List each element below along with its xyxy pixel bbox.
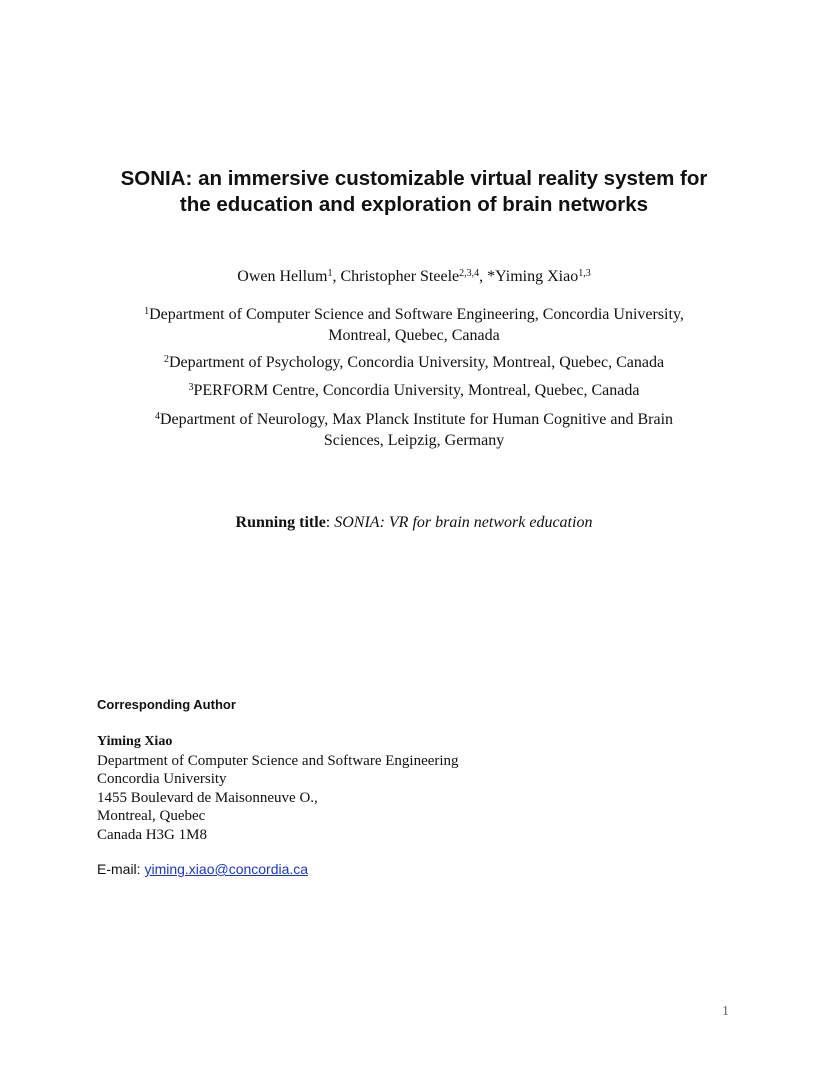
address-line-5: Canada H3G 1M8 [97,826,207,843]
affiliation-1 [80,304,748,346]
affiliation-4-marker: 4 [154,411,160,422]
affiliation-3 [80,380,748,401]
author-2: Christopher Steele [340,268,460,285]
affiliation-2 [80,352,748,373]
title-line-2: the education and exploration of brain networks [179,193,649,216]
email-link[interactable]: yiming.xiao@concordia.ca [144,861,309,877]
email-line [97,861,308,877]
address-line-3: 1455 Boulevard de Maisonneuve O., [97,789,318,806]
author-2-affil: 2,3,4 [459,268,480,279]
paper-title [60,166,768,218]
author-3: *Yiming Xiao [487,268,579,285]
affiliation-3-marker: 3 [188,382,194,393]
title-line-1: SONIA: an immersive customizable virtual reality system for [120,167,708,190]
affiliation-1-marker: 1 [144,306,150,317]
corresponding-author-heading: Corresponding Author [97,697,236,712]
email-label: E-mail: [97,861,141,877]
author-1: Owen Hellum [237,268,328,285]
corresponding-name: Yiming Xiao [97,734,173,749]
affiliation-4-line-2: Sciences, Leipzig, Germany [323,432,505,449]
author-sep: , [332,268,341,285]
running-title: Running title: SONIA: VR for brain network education [235,514,593,531]
affiliation-3-line-1: $^3$PERFORM Centre, Concordia University, Montreal, Quebec, Canada [188,382,640,399]
affiliation-1-line-1: $^1$Department of Computer Science and Software Engineering, Concordia University, [144,306,684,323]
author-sep: , [479,268,488,285]
running-title-value: SONIA: VR for brain network education [334,514,593,531]
address-line-1: Department of Computer Science and Software Engineering [97,752,459,769]
affiliation-2-marker: 2 [163,354,169,365]
affiliation-4-line-1: $^4$Department of Neurology, Max Planck Institute for Human Cognitive and Brain [154,411,674,428]
affiliation-2-line-1: $^2$Department of Psychology, Concordia University, Montreal, Quebec, Canada [163,354,665,371]
address-line-2: Concordia University [97,771,227,788]
author-3-affil: 1,3 [578,268,591,279]
author-1-affil: 1 [327,268,333,279]
corresponding-address [97,733,459,845]
affiliation-1-line-2: Montreal, Quebec, Canada [328,327,500,344]
page-number: 1 [722,1004,729,1019]
address-line-4: Montreal, Quebec [97,808,206,825]
author-list [60,266,768,288]
affiliation-4 [80,409,748,451]
running-title-label: Running title [235,514,326,531]
